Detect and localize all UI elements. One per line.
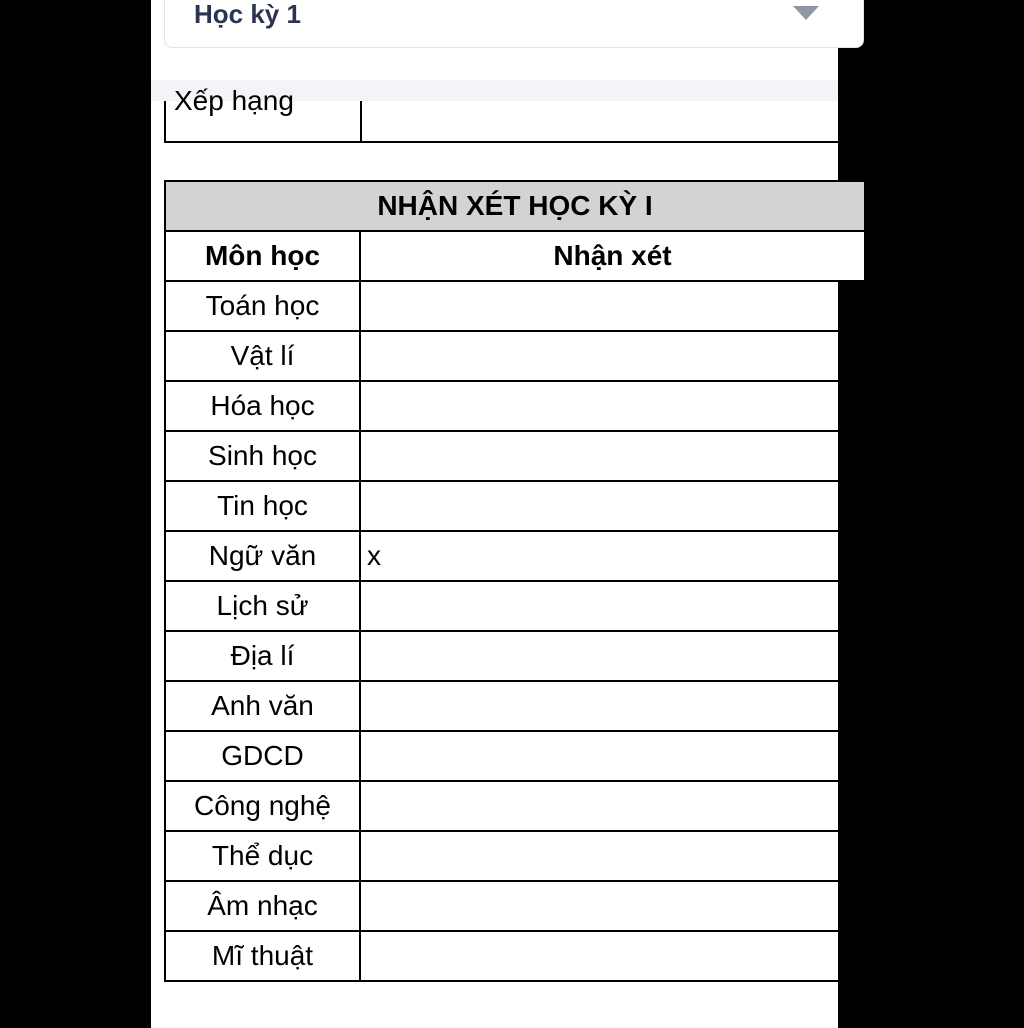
comment-cell[interactable] — [360, 731, 865, 781]
table-title-row — [165, 181, 865, 231]
table-row — [165, 631, 865, 681]
table-row — [165, 681, 865, 731]
table-row — [165, 931, 865, 981]
comment-cell[interactable] — [360, 281, 865, 331]
previous-table — [164, 85, 864, 142]
app-screen — [151, 0, 838, 1028]
table-cell — [164, 85, 362, 141]
semester-select[interactable] — [164, 0, 864, 48]
subject-cell: Tin học — [165, 481, 360, 531]
column-header-comment: Nhận xét — [360, 231, 865, 281]
table-title: NHẬN XÉT HỌC KỲ I — [165, 181, 865, 231]
subject-cell: Hóa học — [165, 381, 360, 431]
subject-cell: Toán học — [165, 281, 360, 331]
table-row — [165, 531, 865, 581]
comment-cell[interactable] — [360, 631, 865, 681]
comment-cell[interactable] — [360, 831, 865, 881]
chevron-down-icon[interactable] — [793, 6, 819, 20]
subject-cell: Thể dục — [165, 831, 360, 881]
semester-review-table — [164, 180, 866, 982]
comment-cell[interactable] — [360, 581, 865, 631]
subject-cell: Công nghệ — [165, 781, 360, 831]
table-row — [165, 781, 865, 831]
table-row — [165, 581, 865, 631]
subject-cell: Ngữ văn — [165, 531, 360, 581]
column-header-subject: Môn học — [165, 231, 360, 281]
comment-cell[interactable] — [360, 881, 865, 931]
table-row — [165, 481, 865, 531]
table-row — [165, 431, 865, 481]
comment-cell[interactable] — [360, 481, 865, 531]
table-row — [165, 281, 865, 331]
table-row — [165, 831, 865, 881]
subject-cell: Địa lí — [165, 631, 360, 681]
table-header-row — [165, 231, 865, 281]
comment-cell[interactable] — [360, 381, 865, 431]
table-row — [165, 881, 865, 931]
rank-label: Xếp hạng — [174, 85, 294, 116]
comment-cell[interactable] — [360, 681, 865, 731]
subject-cell: Mĩ thuật — [165, 931, 360, 981]
comment-cell[interactable] — [360, 781, 865, 831]
comment-cell[interactable] — [360, 931, 865, 981]
table-row — [165, 731, 865, 781]
subject-cell: Vật lí — [165, 331, 360, 381]
subject-cell: Lịch sử — [165, 581, 360, 631]
table-row — [165, 381, 865, 431]
table-row — [164, 85, 864, 143]
subject-cell: Anh văn — [165, 681, 360, 731]
table-row — [165, 331, 865, 381]
subject-cell: Sinh học — [165, 431, 360, 481]
subject-cell: Âm nhạc — [165, 881, 360, 931]
subject-cell: GDCD — [165, 731, 360, 781]
comment-cell[interactable]: x — [360, 531, 865, 581]
semester-select-value: Học kỳ 1 — [194, 0, 301, 29]
comment-cell[interactable] — [360, 431, 865, 481]
comment-cell[interactable] — [360, 331, 865, 381]
